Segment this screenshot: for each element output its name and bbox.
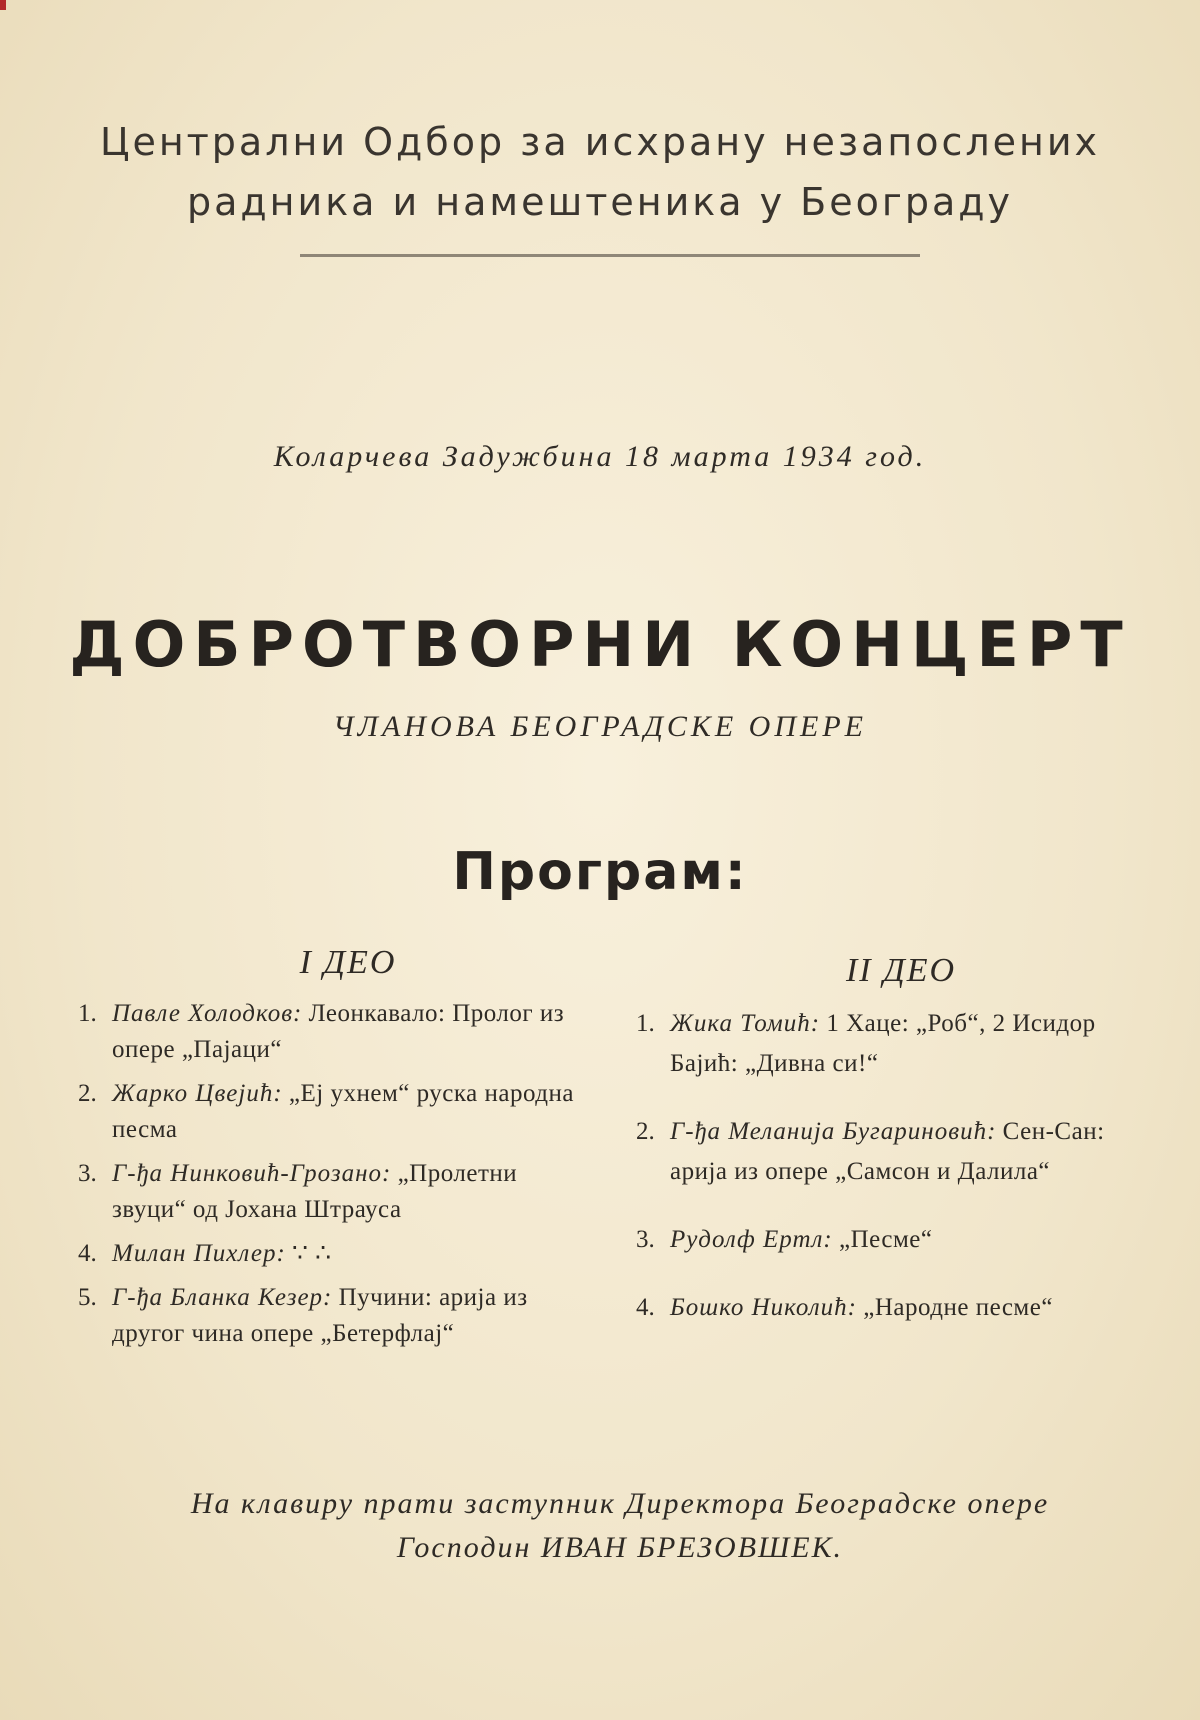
concert-title: ДОБРОТВОРНИ КОНЦЕРТ (69, 608, 1131, 681)
header-divider (300, 254, 920, 257)
organizer-line-2: радника и намештеника у Београду (186, 180, 1014, 224)
program-item (636, 1004, 1156, 1084)
item-number: 2. (636, 1118, 655, 1145)
item-works: ∵ ∴ (292, 1240, 332, 1267)
venue-date: Коларчева Задужбина 18 марта 1934 год. (273, 440, 927, 473)
program-item (636, 1112, 1156, 1192)
performer-name: Г-ђа Нинковић-Грозано: (112, 1160, 392, 1187)
performer-name: Бошко Николић: (670, 1294, 858, 1321)
item-works: „Пролетни звуци“ од Јохана Штрауса (112, 1160, 518, 1223)
performer-name: Павле Холодков: (112, 1000, 303, 1027)
accompanist-line-2: Господин ИВАН БРЕЗОВШЕК. (396, 1531, 844, 1564)
item-number: 2. (78, 1080, 97, 1107)
item-works: „Песме“ (839, 1226, 933, 1253)
performer-name: Жика Томић: (670, 1010, 821, 1037)
part-two-heading: II ДЕО (845, 952, 957, 989)
program-item (78, 1236, 578, 1272)
item-works: „Еј ухнем“ руска народна песма (112, 1080, 574, 1143)
item-number: 5. (78, 1284, 97, 1311)
program-item (636, 1288, 1156, 1328)
item-works: Сен-Сан: арија из опере „Самсон и Далила“ (670, 1118, 1105, 1185)
part-one-heading: I ДЕО (299, 944, 397, 981)
program-heading: Програм: (452, 842, 748, 902)
program-item (636, 1220, 1156, 1260)
red-corner-mark (0, 0, 6, 10)
item-number: 1. (636, 1010, 655, 1037)
item-number: 3. (78, 1160, 97, 1187)
program-item (78, 1156, 578, 1228)
item-number: 4. (78, 1240, 97, 1267)
performer-name: Г-ђа Меланија Бугариновић: (670, 1118, 997, 1145)
item-works: 1 Хаце: „Роб“, 2 Исидор Бајић: „Дивна си!“ (670, 1010, 1096, 1077)
part-two-column (636, 952, 1156, 1356)
concert-subtitle: ЧЛАНОВА БЕОГРАДСКЕ ОПЕРЕ (333, 710, 867, 743)
performer-name: Милан Пихлер: (112, 1240, 286, 1267)
item-number: 1. (78, 1000, 97, 1027)
item-works: Леонкавало: Пролог из опере „Пајаци“ (112, 1000, 565, 1063)
part-one-column (78, 944, 578, 1360)
organizer-line-1: Централни Одбор за исхрану незапослених (99, 120, 1101, 164)
item-number: 4. (636, 1294, 655, 1321)
item-number: 3. (636, 1226, 655, 1253)
program-item (78, 996, 578, 1068)
accompanist-line-1: На клавиру прати заступник Директора Београдске опере (190, 1487, 1050, 1520)
performer-name: Жарко Цвејић: (112, 1080, 283, 1107)
item-works: Пучини: арија из другог чина опере „Бетерфлај“ (112, 1284, 528, 1347)
performer-name: Рудолф Ертл: (670, 1226, 833, 1253)
program-item (78, 1280, 578, 1352)
organizer-header (0, 112, 1200, 232)
performer-name: Г-ђа Бланка Кезер: (112, 1284, 333, 1311)
accompanist-note (70, 1482, 1170, 1570)
item-works: „Народне песме“ (863, 1294, 1053, 1321)
program-item (78, 1076, 578, 1148)
